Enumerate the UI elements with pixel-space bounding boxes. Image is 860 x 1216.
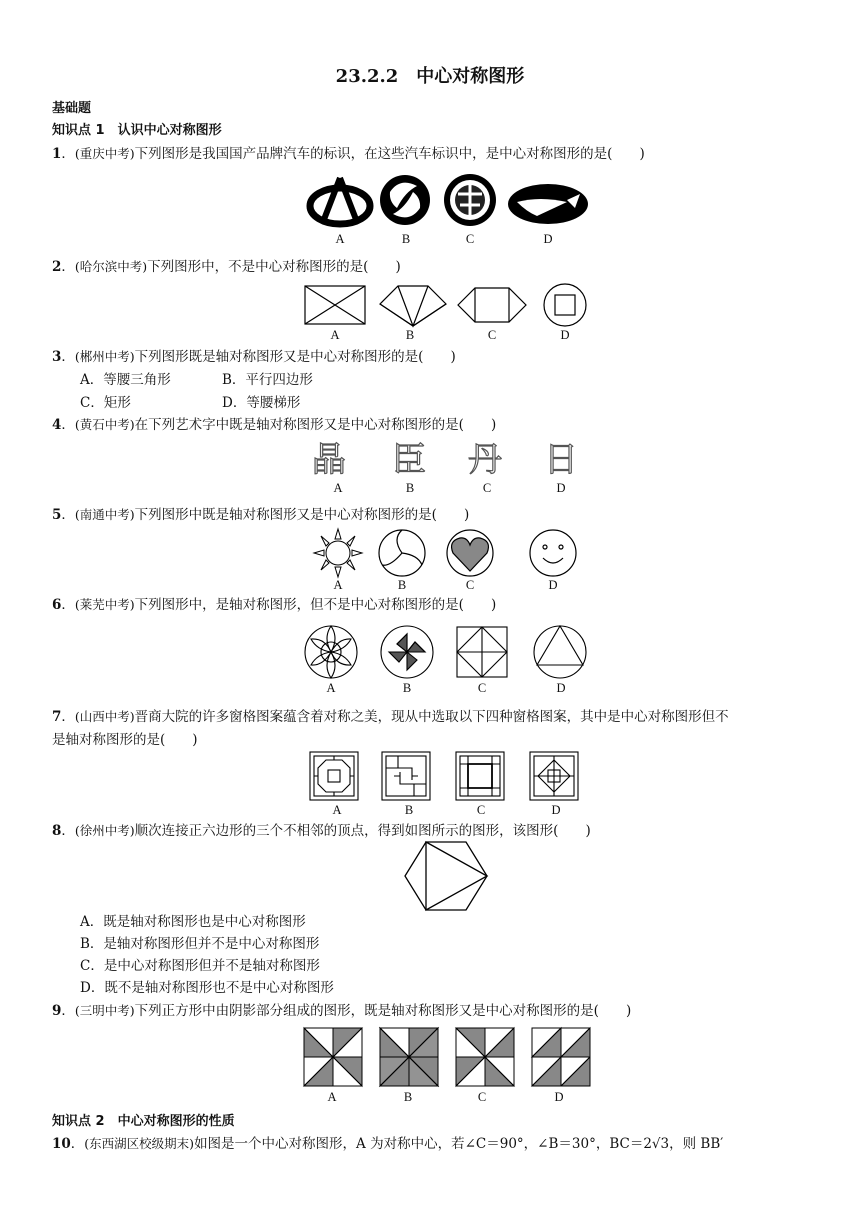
question-source: (郴州中考) (74, 349, 135, 364)
question-number: 3 (52, 349, 62, 365)
option-d: D．既不是轴对称图形也不是中心对称图形 (80, 980, 334, 996)
option-label: D (560, 328, 570, 342)
question-1: 1．(重庆中考)下列图形是我国国产品牌汽车的标识，在这些汽车标识中，是中心对称图形的是( ) (52, 146, 645, 162)
option-label: A (330, 328, 340, 342)
shaded-square-c (456, 1028, 514, 1086)
question-text: 在下列艺术字中既是轴对称图形又是中心对称图形的是( ) (134, 417, 497, 433)
question-2: 2．(哈尔滨中考)下列图形中，不是中心对称图形的是( ) (52, 259, 401, 275)
knowledge-point-1: 知识点 1 认识中心对称图形 (52, 123, 222, 138)
option-label: D (548, 578, 558, 592)
question-3: 3．(郴州中考)下列图形既是轴对称图形又是中心对称图形的是( ) (52, 349, 456, 365)
option-label: C (465, 232, 475, 246)
logo-a (310, 178, 370, 224)
option-label: B (397, 578, 407, 592)
pentagon-fan (380, 286, 446, 326)
question-number: 1 (52, 146, 62, 162)
logo-b (380, 175, 430, 225)
section-heading: 基础题 (52, 101, 92, 116)
triangle-in-circle (534, 626, 586, 678)
option-label: D (551, 803, 561, 817)
art-char-c: 丹 (468, 440, 502, 480)
lattice-b (382, 752, 430, 800)
lattice-c (456, 752, 504, 800)
shape-figures-q6 (303, 624, 593, 680)
shaded-square-b (380, 1028, 438, 1086)
option-label: C (477, 1090, 487, 1104)
question-text: 下列图形中，不是中心对称图形的是( ) (147, 259, 401, 275)
question-5: 5．(南通中考)下列图形中既是轴对称图形又是中心对称图形的是( ) (52, 507, 470, 523)
option-label: C (465, 578, 475, 592)
rectangle-with-diagonals (305, 286, 365, 324)
option-c: C．矩形 (80, 395, 131, 411)
question-number: 8 (52, 823, 62, 839)
question-number: 7 (52, 709, 62, 725)
lattice-a (310, 752, 358, 800)
lattice-d (530, 752, 578, 800)
question-source: (徐州中考) (74, 823, 135, 838)
option-label: A (327, 1090, 337, 1104)
question-number: 5 (52, 507, 62, 523)
question-number: 2 (52, 259, 62, 275)
square-with-rhombus (457, 627, 507, 677)
option-label: A (332, 803, 342, 817)
option-b: B．是轴对称图形但并不是中心对称图形 (80, 936, 320, 952)
sun-icon (314, 529, 362, 577)
option-label: A (335, 232, 345, 246)
logo-d (508, 184, 588, 224)
option-a: A．既是轴对称图形也是中心对称图形 (80, 914, 306, 930)
question-6: 6．(莱芜中考)下列图形中，是轴对称图形，但不是中心对称图形的是( ) (52, 597, 497, 613)
circle-with-square (544, 284, 586, 326)
question-text: 下列正方形中由阴影部分组成的图形，既是轴对称图形又是中心对称图形的是( ) (134, 1003, 632, 1019)
option-label: C (482, 481, 492, 495)
question-source: (哈尔滨中考) (74, 259, 148, 274)
question-source: (三明中考) (74, 1003, 135, 1018)
question-text: 晋商大院的许多窗格图案蕴含着对称之美，现从中选取以下四种窗格图案，其中是中心对称图形但不 (134, 709, 729, 725)
smiley-face (530, 530, 576, 576)
question-number: 9 (52, 1003, 62, 1019)
question-source: (东西湖区校级期末) (84, 1136, 195, 1151)
question-source: (南通中考) (74, 507, 135, 522)
car-logo-figures (305, 172, 590, 228)
art-char-a: 晶 (312, 440, 346, 480)
hexagon-triangle-figure (402, 840, 490, 912)
page-title: 23.2.2 中心对称图形 (335, 66, 525, 87)
art-char-d: 日 (544, 440, 578, 480)
heart-in-circle (447, 530, 493, 576)
option-label: A (333, 481, 343, 495)
option-label: B (405, 481, 415, 495)
question-text: 下列图形既是轴对称图形又是中心对称图形的是( ) (134, 349, 456, 365)
question-text: 下列图形中既是轴对称图形又是中心对称图形的是( ) (134, 507, 470, 523)
option-a: A．等腰三角形 (80, 372, 171, 388)
question-source: (莱芜中考) (74, 597, 135, 612)
window-lattice-figures (308, 750, 588, 802)
option-label: C (487, 328, 497, 342)
option-label: C (476, 803, 486, 817)
question-8: 8．(徐州中考)顺次连接正六边形的三个不相邻的顶点，得到如图所示的图形，该图形( ) (52, 823, 591, 839)
shaded-square-figures (302, 1026, 592, 1088)
option-label: B (401, 232, 411, 246)
question-9: 9．(三明中考)下列正方形中由阴影部分组成的图形，既是轴对称图形又是中心对称图形的是( ) (52, 1003, 632, 1019)
question-source: (山西中考) (74, 709, 135, 724)
option-c: C．是中心对称图形但并不是轴对称图形 (80, 958, 320, 974)
option-label: D (556, 481, 566, 495)
question-text: 如图是一个中心对称图形，A 为对称中心，若∠C＝90°，∠B＝30°，BC＝2√3，则 BB′ (194, 1136, 724, 1152)
option-label: B (402, 681, 412, 695)
hexagon-with-rectangle (458, 288, 526, 322)
option-label: D (554, 1090, 564, 1104)
knowledge-point-2: 知识点 2 中心对称图形的性质 (52, 1114, 235, 1129)
question-source: (黄石中考) (74, 417, 135, 432)
question-7-continued: 是轴对称图形的是( ) (52, 732, 198, 748)
option-label: D (556, 681, 566, 695)
question-10: 10．(东西湖区校级期末)如图是一个中心对称图形，A 为对称中心，若∠C＝90°，∠B＝30°，BC＝2√3，则 BB′ (52, 1136, 724, 1152)
six-petal-flower-circle (305, 626, 357, 678)
option-d: D．等腰梯形 (222, 395, 301, 411)
question-text: 下列图形中，是轴对称图形，但不是中心对称图形的是( ) (134, 597, 497, 613)
option-label: C (477, 681, 487, 695)
option-b: B．平行四边形 (222, 372, 313, 388)
shape-figures-q2 (303, 282, 593, 328)
shaded-square-d (532, 1028, 590, 1086)
art-char-b: 臣 (392, 440, 426, 480)
option-label: B (403, 1090, 413, 1104)
question-7: 7．(山西中考)晋商大院的许多窗格图案蕴含着对称之美，现从中选取以下四种窗格图案，其中是中心对称图形但不 (52, 709, 729, 725)
question-source: (重庆中考) (74, 146, 135, 161)
option-label: A (326, 681, 336, 695)
question-number: 10 (52, 1136, 71, 1152)
question-4: 4．(黄石中考)在下列艺术字中既是轴对称图形又是中心对称图形的是( ) (52, 417, 497, 433)
question-number: 4 (52, 417, 62, 433)
option-label: B (404, 803, 414, 817)
tri-blade-circle (379, 530, 425, 576)
question-number: 6 (52, 597, 62, 613)
question-text: 顺次连接正六边形的三个不相邻的顶点，得到如图所示的图形，该图形( ) (134, 823, 591, 839)
option-label: D (543, 232, 553, 246)
logo-c (444, 174, 496, 226)
pinwheel-circle (381, 626, 433, 678)
option-label: B (405, 328, 415, 342)
question-text: 下列图形是我国国产品牌汽车的标识，在这些汽车标识中，是中心对称图形的是( ) (134, 146, 645, 162)
option-label: A (333, 578, 343, 592)
shaded-square-a (304, 1028, 362, 1086)
shape-figures-q5 (310, 527, 580, 579)
